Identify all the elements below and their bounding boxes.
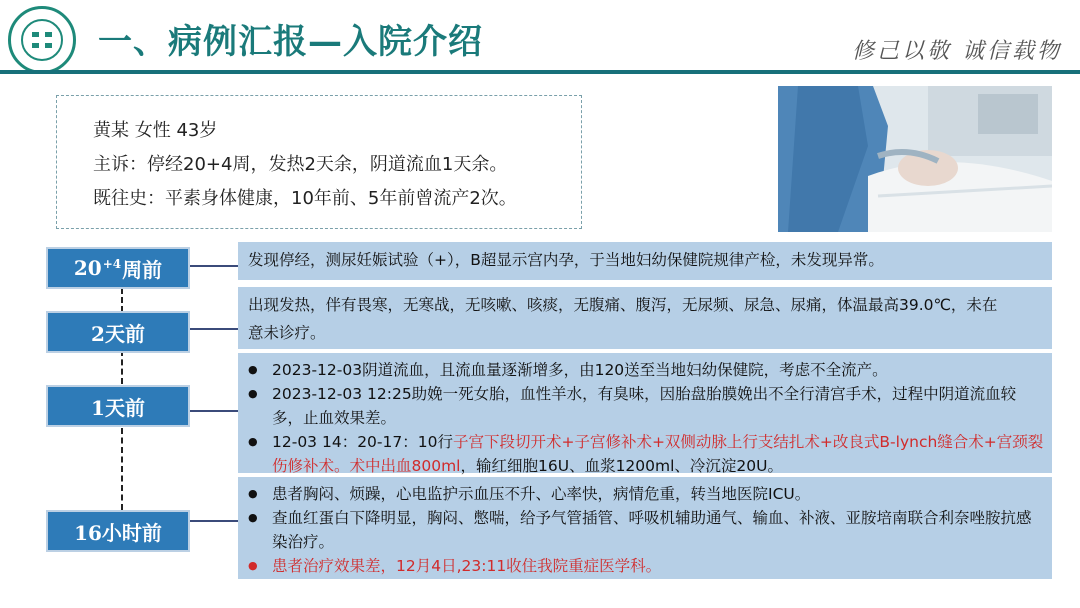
timeline-label-16hours: 16小时前 [46, 510, 190, 552]
timeline-text: 出现发热，伴有畏寒，无寒战，无咳嗽、咳痰，无腹痛、腹泻，无尿频、尿急、尿痛，体温最高39.0℃，未在意未诊疗。 [248, 296, 998, 342]
timeline-label-20w [46, 247, 190, 289]
transfusion-details: ，输红细胞16U、血浆1200ml、冷沉淀20U。 [460, 457, 783, 475]
timeline-bullet: ● 2023-12-03 12:25助娩一死女胎，血性羊水，有臭味，因胎盘胎膜娩出不全行清宫手术，过程中阴道流血较多，止血效果差。 [244, 382, 1044, 430]
label-unit: 周前 [122, 257, 163, 282]
timeline-card-20w [238, 242, 1052, 280]
timeline-text: 发现停经，测尿妊娠试验（+），B超显示宫内孕，于当地妇幼保健院规律产检，未发现异常。 [248, 251, 884, 269]
timeline-bullet: ● 2023-12-03阴道流血，且流血量逐渐增多，由120送至当地妇幼保健院，考虑不全流产。 [244, 358, 1044, 382]
patient-basic-info: 黄某 女性 43岁 [93, 120, 218, 141]
header-divider [0, 70, 1080, 74]
hospital-logo [8, 6, 76, 74]
timeline-card-1day [238, 353, 1052, 473]
timeline-bullet: ● 患者胸闷、烦躁，心电监护示血压不升、心率快，病情危重，转当地医院ICU。 [244, 482, 1044, 506]
chief-complaint: 主诉：停经20+4周，发热2天余，阴道流血1天余。 [93, 154, 508, 175]
icu-photo [778, 86, 1052, 232]
timeline-connector [121, 428, 123, 510]
surgery-procedures: 子宫下段切开术+子宫修补术+双侧动脉上行支结扎术+改良式B-lynch缝合术+宫颈裂伤修补术。术中出血800ml [272, 433, 1044, 475]
timeline-bullet-admission: ● 患者治疗效果差，12月4日,23:11收住我院重症医学科。 [244, 554, 1044, 578]
timeline-link [190, 520, 238, 522]
label-superscript: +4 [102, 257, 122, 271]
timeline-link [190, 410, 238, 412]
timeline-label-2days: 2天前 [46, 311, 190, 353]
hospital-motto: 修己以敬 诚信载物 [852, 39, 1062, 64]
timeline-label-1day: 1天前 [46, 385, 190, 427]
timeline-bullet: ● 查血红蛋白下降明显，胸闷、憋喘，给予气管插管、呼吸机辅助通气、输血、补液、亚胺培南联合利奈唑胺抗感染治疗。 [244, 506, 1044, 554]
timeline-connector [121, 288, 123, 312]
timeline-card-16hours [238, 477, 1052, 579]
timeline-card-2days [238, 287, 1052, 349]
label-number: 20 [73, 256, 102, 280]
past-history: 既往史：平素身体健康，10年前、5年前曾流产2次。 [93, 188, 517, 209]
surgery-time: 12-03 14：20-17：10行 [272, 433, 453, 451]
hospital-emblem-icon [20, 18, 64, 62]
timeline-link [190, 265, 238, 267]
timeline-bullet-surgery [244, 430, 1044, 478]
timeline-link [190, 328, 238, 330]
patient-summary-box [56, 95, 582, 229]
timeline-connector [121, 350, 123, 384]
page-title: 一、病例汇报—入院介绍 [98, 22, 483, 62]
